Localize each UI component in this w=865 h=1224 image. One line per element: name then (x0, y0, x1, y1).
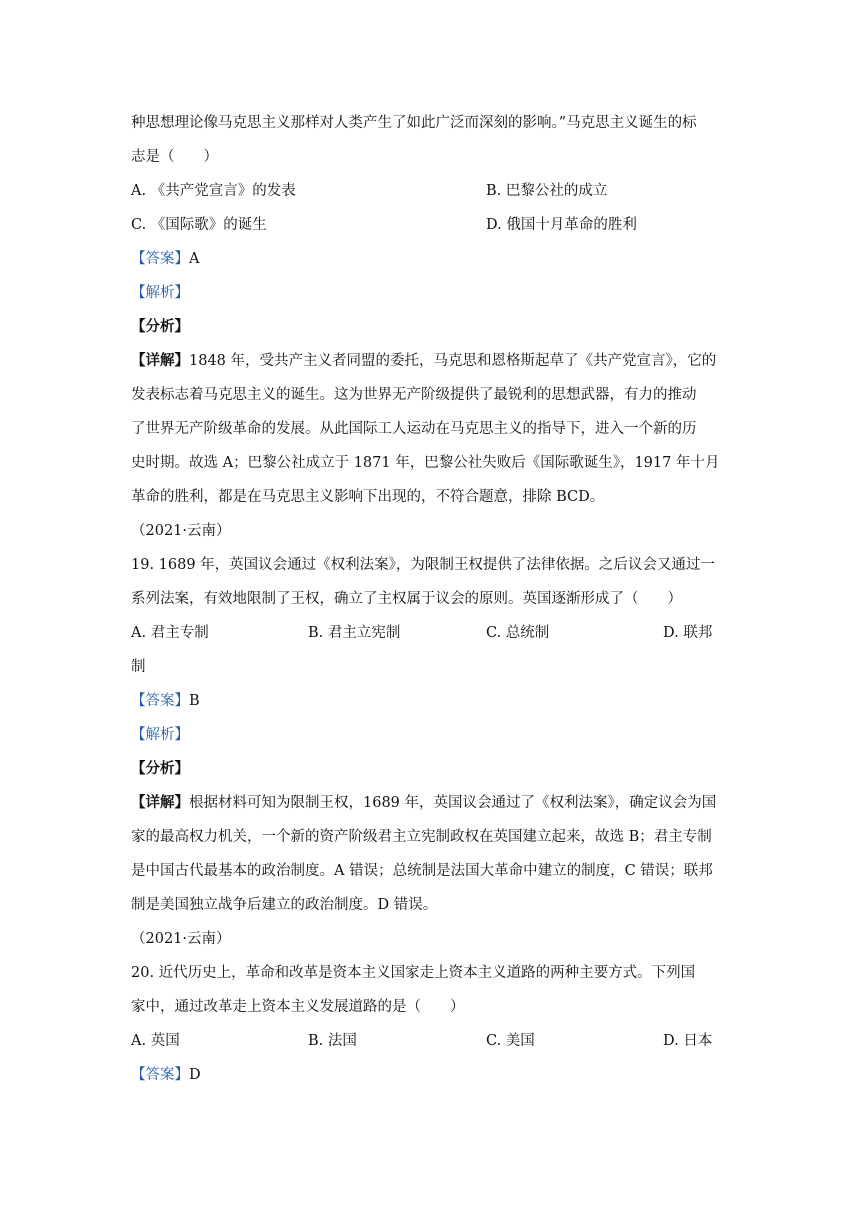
q18-analysis-label: 【解析】 (131, 285, 189, 301)
answer-value: D (189, 1067, 201, 1083)
q19-option-b: B. 君主立宪制 (308, 625, 401, 641)
detail-label: 【详解】 (131, 352, 189, 369)
q19-option-c: C. 总统制 (486, 625, 550, 641)
q19-detail-line4: 制是美国独立战争后建立的政治制度。D 错误。 (131, 897, 438, 913)
q18-option-d: D. 俄国十月革命的胜利 (486, 217, 637, 233)
q20-option-a: A. 英国 (131, 1033, 180, 1049)
answer-value: A (189, 251, 200, 267)
q19-option-a: A. 君主专制 (131, 625, 209, 641)
q19-detail-line3: 是中国古代最基本的政治制度。A 错误；总统制是法国大革命中建立的制度，C 错误；联邦 (131, 863, 713, 879)
q18-detail-line2: 发表标志着马克思主义的诞生。这为世界无产阶级提供了最锐利的思想武器，有力的推动 (131, 387, 697, 403)
source-1: （2021·云南） (131, 523, 231, 539)
q18-stem-line1: 种思想理论像马克思主义那样对人类产生了如此广泛而深刻的影响。”马克思主义诞生的标 (131, 115, 697, 131)
q18-detail-line3: 了世界无产阶级革命的发展。从此国际工人运动在马克思主义的指导下，进入一个新的历 (131, 421, 697, 437)
q19-stem-line1: 19. 1689 年，英国议会通过《权利法案》，为限制王权提供了法律依据。之后议会又通过一 (131, 557, 715, 573)
q19-option-d: D. 联邦 (663, 625, 713, 641)
detail-text: 根据材料可知为限制王权，1689 年，英国议会通过了《权利法案》，确定议会为国 (189, 795, 717, 811)
q20-stem-line1: 20. 近代历史上，革命和改革是资本主义国家走上资本主义道路的两种主要方式。下列国 (131, 965, 696, 981)
q18-detail-line4: 史时期。故选 A；巴黎公社成立于 1871 年，巴黎公社失败后《国际歌诞生》，1917 年十月 (131, 455, 720, 471)
q18-option-b: B. 巴黎公社的成立 (486, 183, 608, 199)
q19-fenxi-label: 【分析】 (131, 760, 189, 777)
q19-answer (131, 691, 200, 711)
detail-text: 1848 年，受共产主义者同盟的委托，马克思和恩格斯起草了《共产党宣言》，它的 (189, 353, 717, 369)
q20-stem-line2: 家中，通过改革走上资本主义发展道路的是（ ） (131, 999, 465, 1015)
answer-label: 【答案】 (131, 251, 189, 267)
q19-stem-line2: 系列法案，有效地限制了王权，确立了主权属于议会的原则。英国逐渐形成了（ ） (131, 591, 682, 607)
q18-detail-line1 (131, 351, 716, 371)
q20-option-b: B. 法国 (308, 1033, 357, 1049)
answer-label: 【答案】 (131, 1067, 189, 1083)
q18-option-a: A. 《共产党宣言》的发表 (131, 183, 296, 199)
detail-label: 【详解】 (131, 794, 189, 811)
q18-option-c: C. 《国际歌》的诞生 (131, 217, 267, 233)
q20-answer (131, 1065, 201, 1085)
q20-option-c: C. 美国 (486, 1033, 535, 1049)
q19-option-wrap: 制 (131, 659, 146, 675)
q18-detail-line5: 革命的胜利，都是在马克思主义影响下出现的，不符合题意，排除 BCD。 (131, 489, 605, 505)
q19-detail-line2: 家的最高权力机关，一个新的资产阶级君主立宪制政权在英国建立起来，故选 B；君主专制 (131, 829, 712, 845)
q18-fenxi-label: 【分析】 (131, 318, 189, 335)
q19-analysis-label: 【解析】 (131, 727, 189, 743)
answer-value: B (189, 693, 200, 709)
source-2: （2021·云南） (131, 931, 231, 947)
q19-detail-line1 (131, 793, 716, 813)
q18-answer (131, 249, 199, 269)
q20-option-d: D. 日本 (663, 1033, 713, 1049)
answer-label: 【答案】 (131, 693, 189, 709)
q18-stem-line2: 志是（ ） (131, 149, 218, 165)
